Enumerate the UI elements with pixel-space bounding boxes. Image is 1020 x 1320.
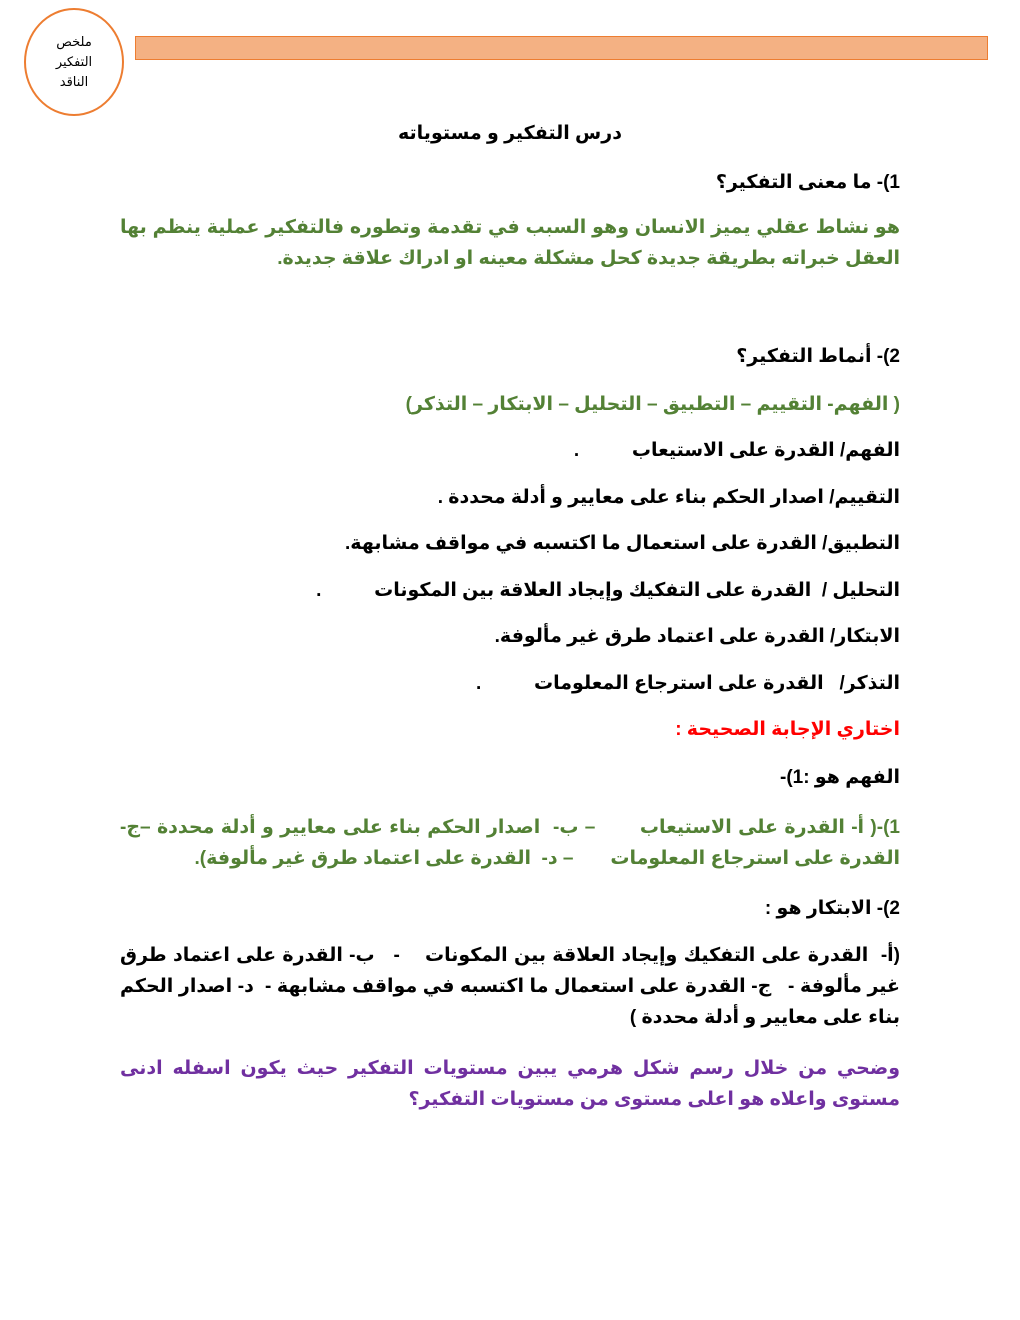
badge-line-1: ملخص xyxy=(56,34,92,49)
q2-item-innovation: الابتكار/ القدرة على اعتماد طرق غير مألوفة. xyxy=(494,626,900,647)
q2-list: ( الفهم- التقييم – التطبيق – التحليل – الابتكار – التذكر) xyxy=(405,394,900,415)
pyramid-task: وضحي من خلال رسم شكل هرمي يبين مستويات التفكير حيث يكون اسفله ادنى مستوى واعلاه هو اعلى مستوى من مستويات التفكير؟ xyxy=(120,1058,900,1110)
exercise-heading: اختاري الإجابة الصحيحة : xyxy=(675,719,900,740)
q2-item-analysis: التحليل / القدرة على التفكيك وإيجاد العلاقة بين المكونات . xyxy=(316,580,900,601)
q2-item-evaluation: التقييم/ اصدار الحكم بناء على معايير و أدلة محددة . xyxy=(437,487,900,508)
exercise-q2-stem: 2)- الابتكار هو : xyxy=(764,898,900,919)
exercise-q1-options: 1)-( أ- القدرة على الاستيعاب – ب- اصدار الحكم بناء على معايير و أدلة محددة –ج- القدرة على استرجاع المعلومات – د- القدرة على اعتماد طرق غير مألوفة). xyxy=(109,817,900,869)
header-bar xyxy=(135,36,988,60)
exercise-q1-stem: الفهم هو :1)- xyxy=(780,767,900,788)
page-title: درس التفكير و مستوياته xyxy=(398,123,622,144)
q2-item-application: التطبيق/ القدرة على استعمال ما اكتسبه في مواقف مشابهة. xyxy=(345,533,900,554)
exercise-q2-options: (أ- القدرة على التفكيك وإيجاد العلاقة بين المكونات - ب- القدرة على اعتماد طرق غير مألوفة - ج- القدرة على استعمال ما اكتسبه في مواقف مشابهة - د- اصدار الحكم بناء على معايير و أدلة محددة ) xyxy=(114,945,900,1028)
q2-item-understanding: الفهم/ القدرة على الاستيعاب . xyxy=(573,440,900,461)
q1-answer: هو نشاط عقلي يميز الانسان وهو السبب في تقدمة وتطوره فالتفكير عملية ينظم بها العقل خبراته بطريقة جديدة كحل مشكلة معينه او ادراك علاقة جديدة. xyxy=(120,217,900,269)
q2-heading: 2)- أنماط التفكير؟ xyxy=(736,346,900,367)
lesson-badge xyxy=(24,8,124,116)
q1-heading: 1)- ما معنى التفكير؟ xyxy=(715,172,900,193)
q2-item-recall: التذكر/ القدرة على استرجاع المعلومات . xyxy=(475,673,900,694)
badge-line-3: الناقد xyxy=(59,74,89,89)
badge-line-2: التفكير xyxy=(55,54,93,69)
